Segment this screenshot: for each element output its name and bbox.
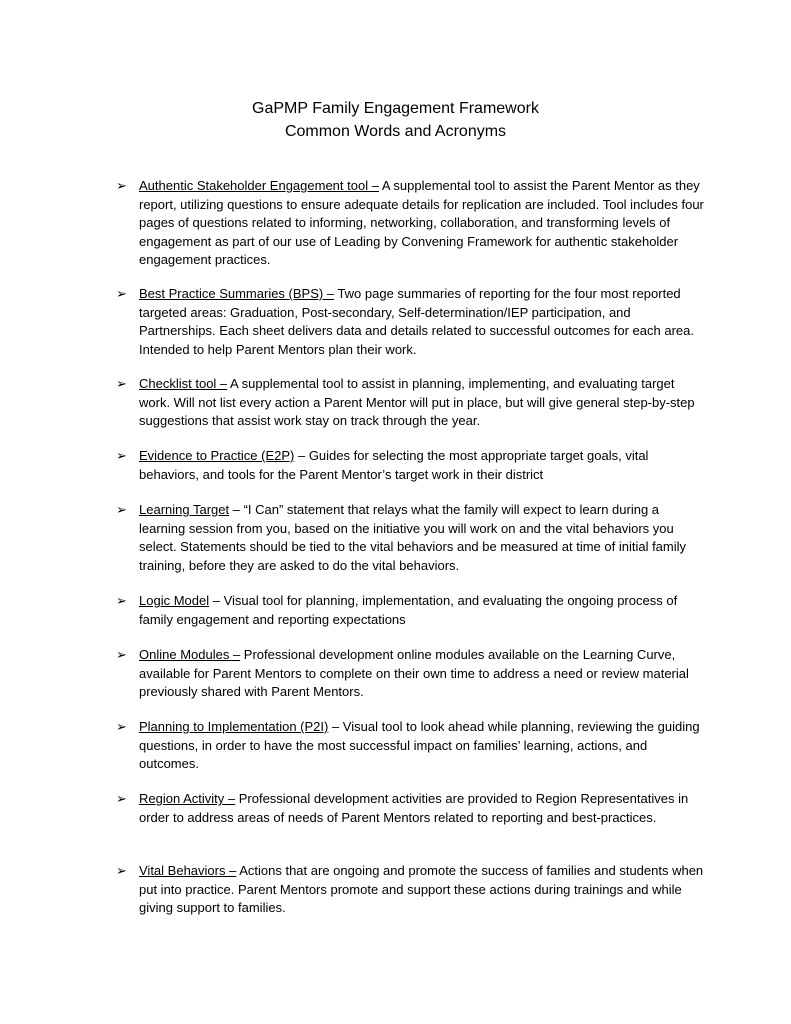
glossary-entry-authentic-stakeholder-engagement-tool <box>116 177 706 270</box>
arrow-bullet-icon: ➢ <box>116 863 127 878</box>
arrow-bullet-icon: ➢ <box>116 719 127 734</box>
entry-term: Best Practice Summaries (BPS) – <box>139 286 335 301</box>
entry-term: Vital Behaviors – <box>139 863 237 878</box>
entry-term: Planning to Implementation (P2I) <box>139 719 329 734</box>
glossary-entry-learning-target <box>116 501 706 575</box>
page-subtitle: Common Words and Acronyms <box>284 123 507 140</box>
entry-definition: A supplemental tool to assist the Parent Mentor as they report, utilizing questions to ensure adequate details for replication are included. Tool includes four pages of questions related to informing, networking, collaboration, and transforming levels of engagement as part of our use of Leading by Convening Framework for authentic stakeholder engagement practices. <box>139 178 704 267</box>
page-title: GaPMP Family Engagement Framework <box>252 100 539 117</box>
entry-term: Logic Model <box>139 593 210 608</box>
glossary-entry-planning-to-implementation <box>116 718 706 774</box>
entry-definition: Actions that are ongoing and promote the success of families and students when put into practice. Parent Mentors promote and support these actions during trainings and while giving support to families. <box>139 863 704 915</box>
arrow-bullet-icon: ➢ <box>116 178 127 193</box>
entry-definition: Professional development activities are provided to Region Representatives in order to address areas of needs of Parent Mentors related to reporting and best-practices. <box>139 791 689 825</box>
entry-text <box>139 177 706 270</box>
entry-term: Learning Target <box>139 502 230 517</box>
glossary-entry-vital-behaviors <box>116 862 706 918</box>
glossary-entry-checklist-tool <box>116 375 706 431</box>
glossary-entry-best-practice-summaries <box>116 285 706 359</box>
entry-text <box>139 646 706 702</box>
entry-text <box>139 790 706 827</box>
entry-term: Online Modules – <box>139 647 241 662</box>
entry-text <box>139 285 706 359</box>
entry-text <box>139 375 706 431</box>
entry-text <box>139 718 706 774</box>
entry-text <box>139 592 706 629</box>
arrow-bullet-icon: ➢ <box>116 647 127 662</box>
arrow-bullet-icon: ➢ <box>116 791 127 806</box>
title-block <box>0 97 791 143</box>
entry-definition: – Visual tool to look ahead while planning, reviewing the guiding questions, in order to have the most successful impact on families’ learning, actions, and outcomes. <box>139 719 700 771</box>
entry-term: Authentic Stakeholder Engagement tool – <box>139 178 379 193</box>
glossary-entry-logic-model <box>116 592 706 629</box>
arrow-bullet-icon: ➢ <box>116 448 127 463</box>
arrow-bullet-icon: ➢ <box>116 502 127 517</box>
entry-definition: – Visual tool for planning, implementation, and evaluating the ongoing process of family engagement and reporting expectations <box>139 593 678 627</box>
entry-definition: – Guides for selecting the most appropriate target goals, vital behaviors, and tools for the Parent Mentor’s target work in their district <box>139 448 649 482</box>
arrow-bullet-icon: ➢ <box>116 286 127 301</box>
entry-term: Evidence to Practice (E2P) <box>139 448 295 463</box>
entry-definition: A supplemental tool to assist in planning, implementing, and evaluating target work. Will not list every action a Parent Mentor will put in place, but will give general step-by-step suggestions that assist work stay on track through the year. <box>139 376 695 428</box>
entry-text <box>139 501 706 575</box>
entry-definition: Two page summaries of reporting for the four most reported targeted areas: Graduation, Post-secondary, Self-determination/IEP participation, and Partnerships. Each sheet delivers data and details related to successful outcomes for each area. Intended to help Parent Mentors plan their work. <box>139 286 694 357</box>
entry-term: Region Activity – <box>139 791 236 806</box>
glossary-entry-region-activity <box>116 790 706 827</box>
glossary-entry-online-modules <box>116 646 706 702</box>
entry-text <box>139 447 706 484</box>
arrow-bullet-icon: ➢ <box>116 593 127 608</box>
entry-text <box>139 862 706 918</box>
entry-term: Checklist tool – <box>139 376 228 391</box>
arrow-bullet-icon: ➢ <box>116 376 127 391</box>
entry-definition: – “I Can” statement that relays what the family will expect to learn during a learning session from you, based on the initiative you will work on and the vital behaviors you select. Statements should be tied to the vital behaviors and be measured at time of initial family training, before they are asked to do the vital behaviors. <box>139 502 687 573</box>
glossary-entry-evidence-to-practice <box>116 447 706 484</box>
entry-definition: Professional development online modules available on the Learning Curve, available for Parent Mentors to complete on their own time to address a need or review material previously shared with Parent Mentors. <box>139 647 689 699</box>
